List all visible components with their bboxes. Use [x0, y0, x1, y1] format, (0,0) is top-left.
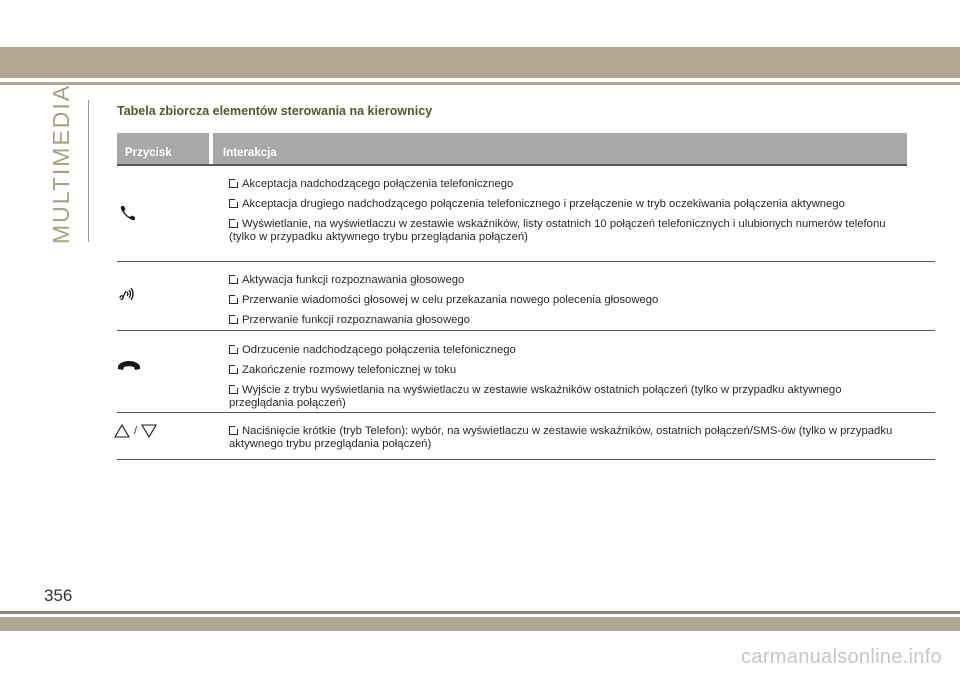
list-item: Zakończenie rozmowy telefonicznej w toku: [229, 364, 909, 377]
table-header: [117, 133, 907, 164]
phone-answer-icon: [119, 204, 149, 227]
table-row: [117, 262, 935, 331]
footer-rule: [0, 611, 960, 614]
footer-band: [0, 617, 960, 631]
page-title: Tabela zbiorcza elementów sterowania na kierownicy: [117, 104, 433, 118]
header-interaction-column: Interakcja: [213, 133, 907, 164]
phone-hangup-icon: [117, 359, 147, 378]
list-item: Odrzucenie nadchodzącego połączenia telefonicznego: [229, 344, 909, 357]
header-rule: [0, 82, 960, 85]
section-label: MULTIMEDIA: [48, 83, 74, 244]
watermark: carmanualsonline.info: [741, 646, 942, 668]
arrow-up-down-icon: [114, 424, 174, 438]
list-item: Przerwanie wiadomości głosowej w celu przekazania nowego polecenia głosowego: [229, 294, 909, 307]
list-item: Akceptacja nadchodzącego połączenia telefonicznego: [229, 178, 909, 191]
table-row: [117, 166, 935, 262]
list-item: Przerwanie funkcji rozpoznawania głosowego: [229, 314, 909, 327]
list-item: Wyjście z trybu wyświetlania na wyświetlaczu w zestawie wskaźników ostatnich połączeń (tylko w przypadku aktywnego przeglądania połączeń): [229, 384, 842, 409]
table-row: [117, 331, 935, 413]
page-number: 356: [44, 586, 73, 605]
list-item: Akceptacja drugiego nadchodzącego połączenia telefonicznego i przełączenie w tryb oczekiwania połączenia aktywnego: [229, 198, 909, 211]
icon-separator: /: [134, 425, 138, 437]
list-item: Wyświetlanie, na wyświetlaczu w zestawie wskaźników, listy ostatnich 10 połączeń telefonicznych i ulubionych numerów telefonu (tylko w przypadku aktywnego trybu przeglądania połączeń): [229, 218, 886, 243]
voice-recognition-icon: [118, 285, 148, 308]
list-item: Naciśnięcie krótkie (tryb Telefon): wybór, na wyświetlaczu w zestawie wskaźników, ostatnich połączeń/SMS-ów (tylko w przypadku aktywnego trybu przeglądania połączeń): [229, 425, 893, 450]
table-row: [117, 413, 935, 460]
section-rule: [88, 100, 89, 242]
list-item: Aktywacja funkcji rozpoznawania głosowego: [229, 274, 909, 287]
arrow-up-icon: [114, 424, 130, 438]
arrow-down-icon: [141, 424, 157, 438]
header-band: [0, 47, 960, 78]
header-button-column: Przycisk: [117, 133, 209, 164]
